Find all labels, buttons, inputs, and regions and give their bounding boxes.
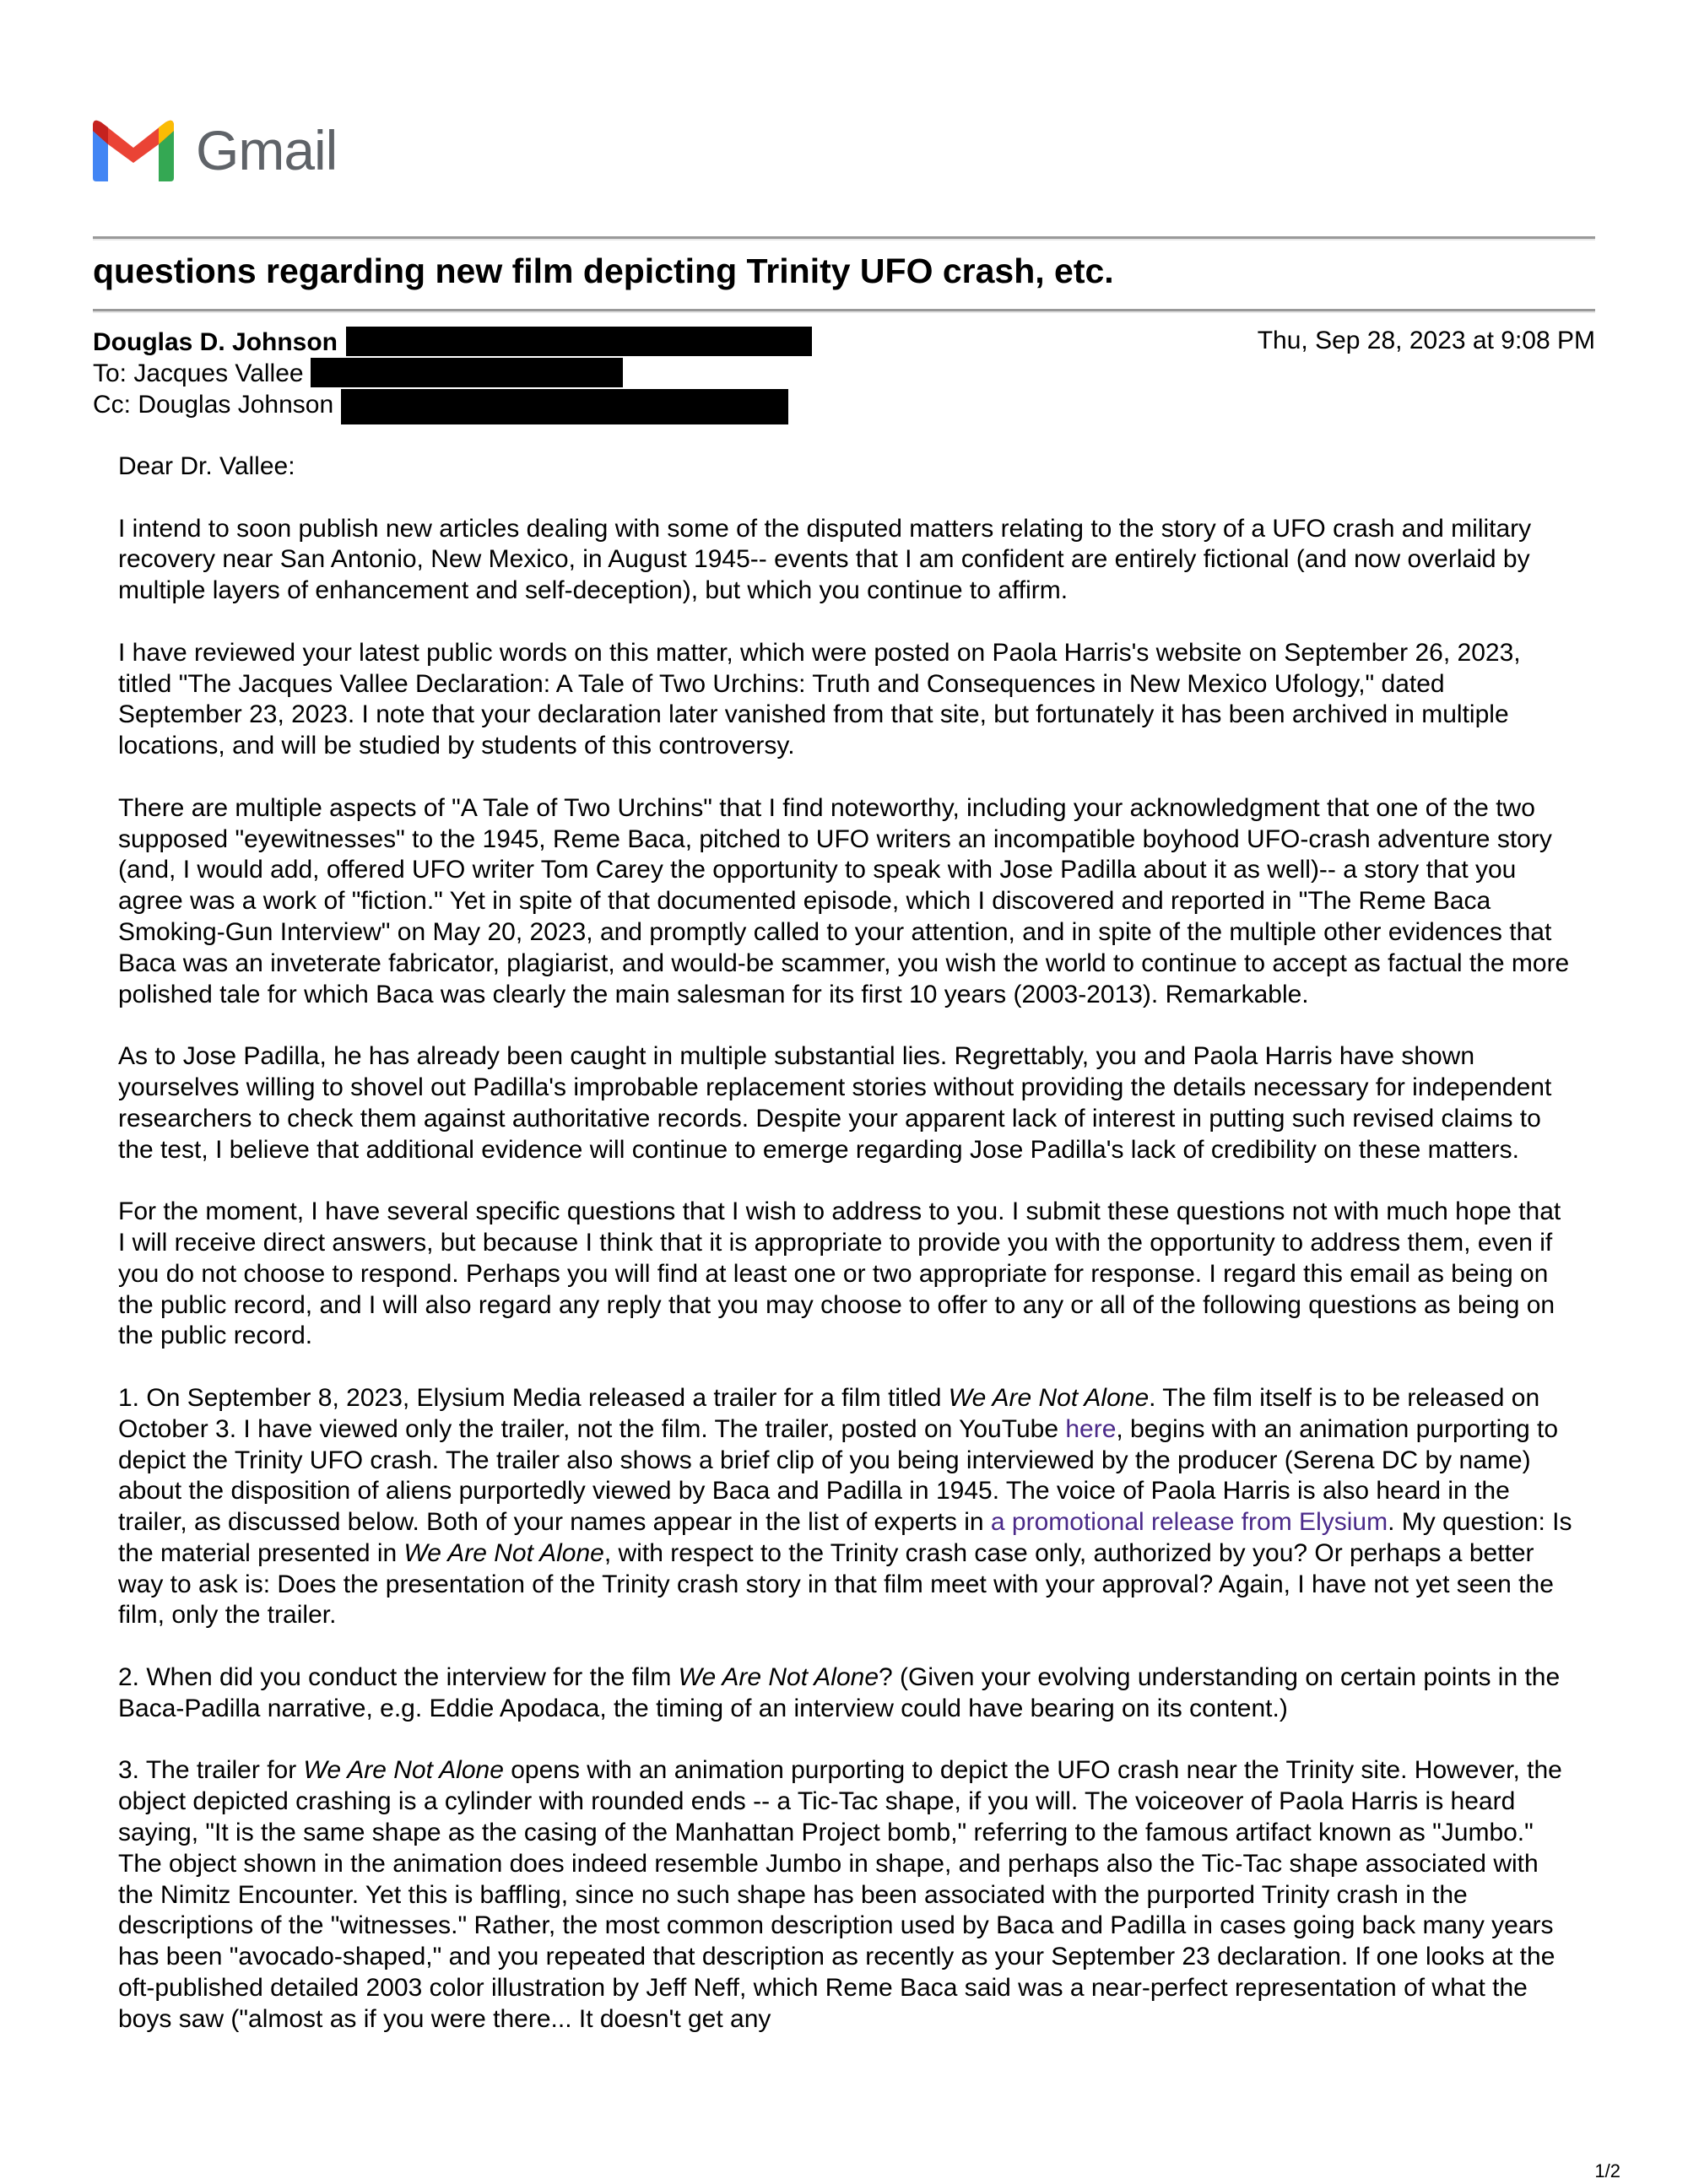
- to-recipient: To: Jacques Vallee: [93, 359, 304, 387]
- cc-recipient: Cc: Douglas Johnson: [93, 391, 334, 419]
- body-link[interactable]: a promotional release from Elysium: [990, 1508, 1388, 1537]
- sender-name: Douglas D. Johnson: [93, 328, 338, 356]
- body-text: . My question: Is the material presented in: [118, 1508, 1572, 1567]
- film-title: We Are Not Alone: [403, 1538, 604, 1567]
- body-text: 3. The trailer for: [118, 1756, 304, 1785]
- gmail-wordmark: Gmail: [196, 119, 338, 181]
- body-text: . The film itself is to be released on October 3. I have viewed only the trailer, not the film. The trailer, posted on YouTube: [118, 1383, 1540, 1443]
- cc-line: [93, 389, 788, 424]
- body-text: opens with an animation purporting to depict the UFO crash near the Trinity site. However, the object depicted crashing is a cylinder with rounded ends -- a Tic-Tac shape, if you will. The voiceover of Paola Harris is heard saying, "It is the same shape as the casing of the Manhattan Project bomb," referring to the famous artifact known as "Jumbo." The object shown in the animation does indeed resemble Jumbo in shape, and perhaps also the Tic-Tac shape associated with the Nimitz Encounter. Yet this is baffling, since no such shape has been associated with the purported Trinity crash in the descriptions of the "witnesses." Rather, the most common description used by Baca and Padilla in cases going back many years has been "avocado-shaped," and you repeated that description as recently as your September 23 declaration. If one looks at the oft-published detailed 2003 color illustration by Jeff Neff, which Reme Baca said was a near-perfect representation of what the boys saw ("almost as if you were there... It doesn't get any: [118, 1756, 1562, 2033]
- divider: [93, 236, 1595, 241]
- page-number: 1/2: [1594, 2160, 1620, 2181]
- body-paragraph: [118, 1662, 1574, 1725]
- body-paragraph: [118, 1197, 1574, 1352]
- email-body: [118, 451, 1574, 2066]
- body-paragraph: [118, 638, 1574, 762]
- body-text: 1. On September 8, 2023, Elysium Media released a trailer for a film titled: [118, 1383, 949, 1412]
- body-paragraph: [118, 514, 1574, 607]
- redaction-block: [346, 327, 812, 356]
- gmail-m-icon: [93, 119, 174, 181]
- body-link[interactable]: here: [1065, 1414, 1117, 1443]
- film-title: We Are Not Alone: [678, 1663, 879, 1692]
- sender-line: [93, 327, 812, 358]
- redaction-block: [311, 358, 623, 387]
- film-title: We Are Not Alone: [303, 1756, 504, 1785]
- body-paragraph: [118, 793, 1574, 1011]
- body-paragraph: [118, 1041, 1574, 1165]
- email-subject: questions regarding new film depicting Trinity UFO crash, etc.: [93, 251, 1114, 290]
- body-text: ? (Given your evolving understanding on certain points in the Baca-Padilla narrative, e.g. Eddie Apodaca, the timing of an interview could have bearing on its content.): [118, 1663, 1561, 1722]
- body-paragraph: [118, 1383, 1574, 1631]
- email-date: Thu, Sep 28, 2023 at 9:08 PM: [1257, 327, 1595, 354]
- body-paragraph: [118, 1755, 1574, 2035]
- body-text: As to Jose Padilla, he has already been caught in multiple substantial lies. Regrettably, you and Paola Harris have shown yourselves willing to shovel out Padilla's improbable replacement stories without providing the details necessary for independent researchers to check them against authoritative records. Despite your apparent lack of interest in putting such revised claims to the test, I believe that additional evidence will continue to emerge regarding Jose Padilla's lack of credibility on these matters.: [118, 1042, 1552, 1164]
- divider: [93, 309, 1595, 313]
- film-title: We Are Not Alone: [948, 1383, 1150, 1412]
- body-text: Dear Dr. Vallee:: [118, 452, 295, 480]
- redaction-block: [341, 389, 788, 424]
- body-text: I intend to soon publish new articles dealing with some of the disputed matters relating to the story of a UFO crash and military recovery near San Antonio, New Mexico, in August 1945-- events that I am confident are entirely fictional (and now overlaid by multiple layers of enhancement and self-deception), but which you continue to affirm.: [118, 514, 1532, 605]
- body-text: , with respect to the Trinity crash case only, authorized by you? Or perhaps a better way to ask is: Does the presentation of the Trinity crash story in that film meet with your approval? Again, I have not yet seen the film, only the trailer.: [118, 1538, 1554, 1630]
- body-text: For the moment, I have several specific questions that I wish to address to you. I submit these questions not with much hope that I will receive direct answers, but because I think that it is appropriate to provide you with the opportunity to address them, even if you do not choose to respond. Perhaps you will find at least one or two appropriate for response. I regard this email as being on the public record, and I will also regard any reply that you may choose to offer to any or all of the following questions as being on the public record.: [118, 1197, 1561, 1350]
- body-paragraph: [118, 451, 1574, 483]
- body-text: I have reviewed your latest public words on this matter, which were posted on Paola Harris's website on September 26, 2023, titled "The Jacques Vallee Declaration: A Tale of Two Urchins: Truth and Consequences in New Mexico Ufology," dated September 23, 2023. I note that your declaration later vanished from that site, but fortunately it has been archived in multiple locations, and will be studied by students of this controversy.: [118, 638, 1521, 760]
- body-text: 2. When did you conduct the interview for the film: [118, 1663, 679, 1692]
- to-line: [93, 358, 623, 389]
- body-text: , begins with an animation purporting to depict the Trinity UFO crash. The trailer also shows a brief clip of you being interviewed by the producer (Serena DC by name) about the disposition of aliens purportedly viewed by Baca and Padilla in 1945. The voice of Paola Harris is also heard in the trailer, as discussed below. Both of your names appear in the list of experts in: [118, 1414, 1559, 1537]
- gmail-logo: [93, 118, 337, 182]
- body-text: There are multiple aspects of "A Tale of Two Urchins" that I find noteworthy, including your acknowledgment that one of the two supposed "eyewitnesses" to the 1945, Reme Baca, pitched to UFO writers an incompatible boyhood UFO-crash adventure story (and, I would add, offered UFO writer Tom Carey the opportunity to speak with Jose Padilla about it as well)-- a story that you agree was a work of "fiction." Yet in spite of that documented episode, which I discovered and reported in "The Reme Baca Smoking-Gun Interview" on May 20, 2023, and promptly called to your attention, and in spite of the multiple other evidences that Baca was an inveterate fabricator, plagiarist, and would-be scammer, you wish the world to continue to accept as factual the more polished tale for which Baca was clearly the main salesman for its first 10 years (2003-2013). Remarkable.: [118, 793, 1570, 1008]
